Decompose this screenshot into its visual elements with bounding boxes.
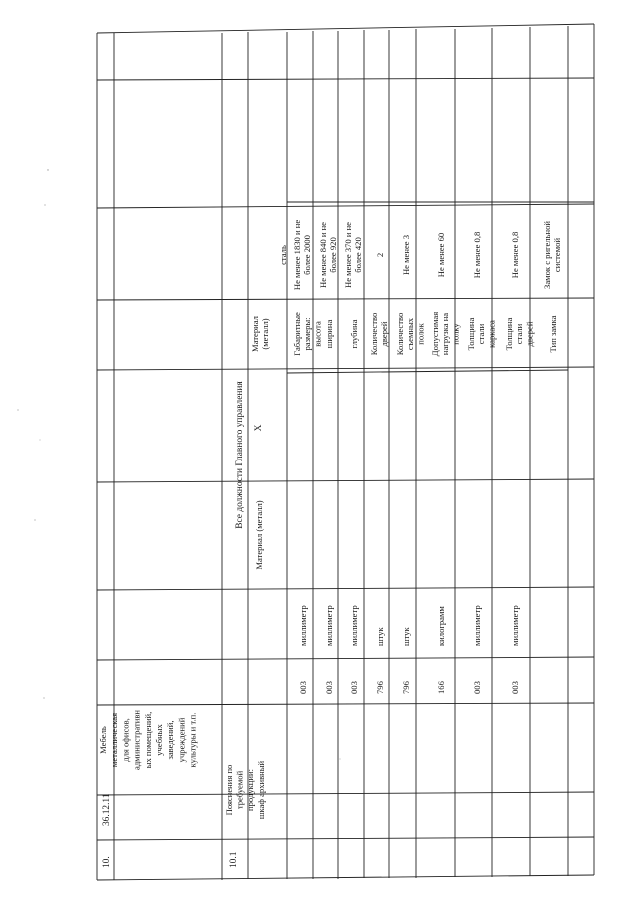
char-code-5-line: 166 [436,681,446,694]
char-name-2 [349,319,359,348]
char-value-4 [401,235,411,275]
char-unit-1 [324,605,334,646]
char-name-3 [369,313,389,356]
row-10-1-number-line: 10.1 [229,851,239,868]
char-name-6-line: каркаса [486,320,497,348]
char-value-8-line: Замок с ригельной [542,221,552,289]
material-value-line: сталь [278,245,288,265]
char-value-6 [472,232,482,279]
product-explanation [224,760,266,819]
char-name-0-line: Габаритные [292,312,302,356]
char-value-1 [318,222,338,288]
char-code-7 [510,681,520,694]
item-name-line: ых помещений, [142,711,153,769]
okpd-code [102,793,112,826]
char-code-3-line: 796 [375,681,385,694]
char-value-7-line: Не менее 0,8 [510,231,520,279]
char-name-0-line: высота [312,321,323,347]
char-code-2-line: 003 [349,681,359,694]
char-value-5 [436,233,446,277]
char-value-7 [510,232,520,279]
char-name-8 [548,315,558,352]
material-sub-line: (металл) [260,318,271,350]
row-10-1-number [229,851,239,868]
char-value-3-line: 2 [375,252,385,258]
item-name-line: учебных [154,724,164,756]
row-10-number [102,856,112,868]
char-unit-3-line: штук [375,627,385,646]
char-unit-6-line: миллиметр [472,605,482,646]
item-name-line: для офисов, [120,718,131,762]
item-name-line: заведений, [165,720,176,760]
char-name-4-line: полок [415,323,426,345]
char-unit-7 [510,605,520,646]
material-header [254,500,264,569]
item-name-line: учреждений [176,717,187,763]
item-name-line: культуры и т.п. [187,712,198,768]
char-name-7 [504,317,534,350]
row-10-number-line: 10. [102,856,112,868]
char-value-0-line: более 2000 [302,235,313,275]
char-name-0-line: размеры: [302,317,313,351]
char-name-5-line: полку [450,323,461,345]
char-unit-0 [298,605,308,646]
item-name-line: металлическая [109,712,120,768]
char-value-2-line: более 420 [353,237,364,273]
char-name-6-line: стали [476,323,487,345]
char-code-2 [349,681,359,694]
char-value-4-line: Не менее 3 [401,234,411,276]
char-code-1 [324,681,334,694]
char-code-7-line: 003 [510,681,520,694]
item-name-line: административн [131,710,142,770]
material-sub-line: Материал [250,316,260,352]
char-name-7-line: дверей [524,321,535,347]
material-value [278,245,288,265]
char-unit-1-line: миллиметр [324,605,334,646]
char-value-1-line: более 920 [328,237,339,273]
char-name-0 [292,312,322,356]
char-unit-2 [349,605,359,646]
char-name-6-line: Толщина [466,317,476,351]
char-value-5-line: Не менее 60 [436,232,446,278]
char-name-7-line: Толщина [504,317,514,351]
char-name-7-line: стали [514,323,525,345]
product-explanation-line: шкаф архивный [255,760,266,820]
char-name-5 [430,312,460,356]
char-code-0 [298,681,308,694]
mark-x [254,424,264,431]
char-name-3-line: дверей [379,321,390,347]
char-code-4 [401,680,411,694]
char-unit-6 [472,605,482,646]
char-name-6 [466,317,496,350]
product-explanation-line: требуемой [234,770,245,810]
item-name [98,710,198,770]
char-name-5-line: Допустимая [430,311,440,357]
okpd-code-line: 36.12.11 [102,793,112,826]
char-unit-5 [436,606,446,646]
material-sub [250,315,270,352]
material-header-line: Материал (металл) [254,500,264,570]
char-code-6 [472,681,482,694]
char-value-6-line: Не менее 0,8 [472,231,482,279]
char-code-0-line: 003 [298,681,308,694]
char-unit-7-line: миллиметр [510,605,520,646]
positions-label [235,381,245,529]
char-name-2-line: глубина [349,319,359,349]
char-value-2-line: Не менее 370 и не [343,222,353,288]
char-unit-2-line: миллиметр [349,605,359,646]
char-value-8 [542,221,562,289]
char-value-0-line: Не менее 1830 и не [292,219,302,291]
product-explanation-line: Пояснения по [224,764,234,816]
char-unit-4 [401,626,411,646]
char-code-3 [375,680,385,694]
char-unit-3 [375,626,385,646]
char-code-6-line: 003 [472,681,482,694]
char-code-5 [436,680,446,694]
mark-x-line: X [254,424,264,432]
char-name-1-line: ширина [324,319,334,349]
char-name-8-line: Тип замка [548,315,558,353]
char-name-1 [324,320,334,349]
char-value-3 [375,253,385,257]
char-name-4-line: Количество [395,312,405,356]
product-explanation-line: продукции: [245,769,256,811]
char-value-0 [292,220,312,290]
positions-label-line: Все должности Главного управления [235,381,245,529]
char-value-8-line: системой [552,237,563,273]
char-name-5-line: нагрузка на [440,312,451,356]
char-value-2 [343,222,363,288]
char-name-3-line: Количество [369,312,379,356]
char-code-4-line: 796 [401,681,411,694]
char-unit-0-line: миллиметр [298,605,308,646]
char-name-4 [395,313,425,356]
char-value-1-line: Не менее 840 и не [318,222,328,288]
char-name-4-line: съемных [405,317,416,351]
item-name-line: Мебель [98,726,108,754]
char-unit-4-line: штук [401,627,411,646]
char-code-1-line: 003 [324,681,334,694]
char-unit-5-line: килограмм [436,606,446,646]
